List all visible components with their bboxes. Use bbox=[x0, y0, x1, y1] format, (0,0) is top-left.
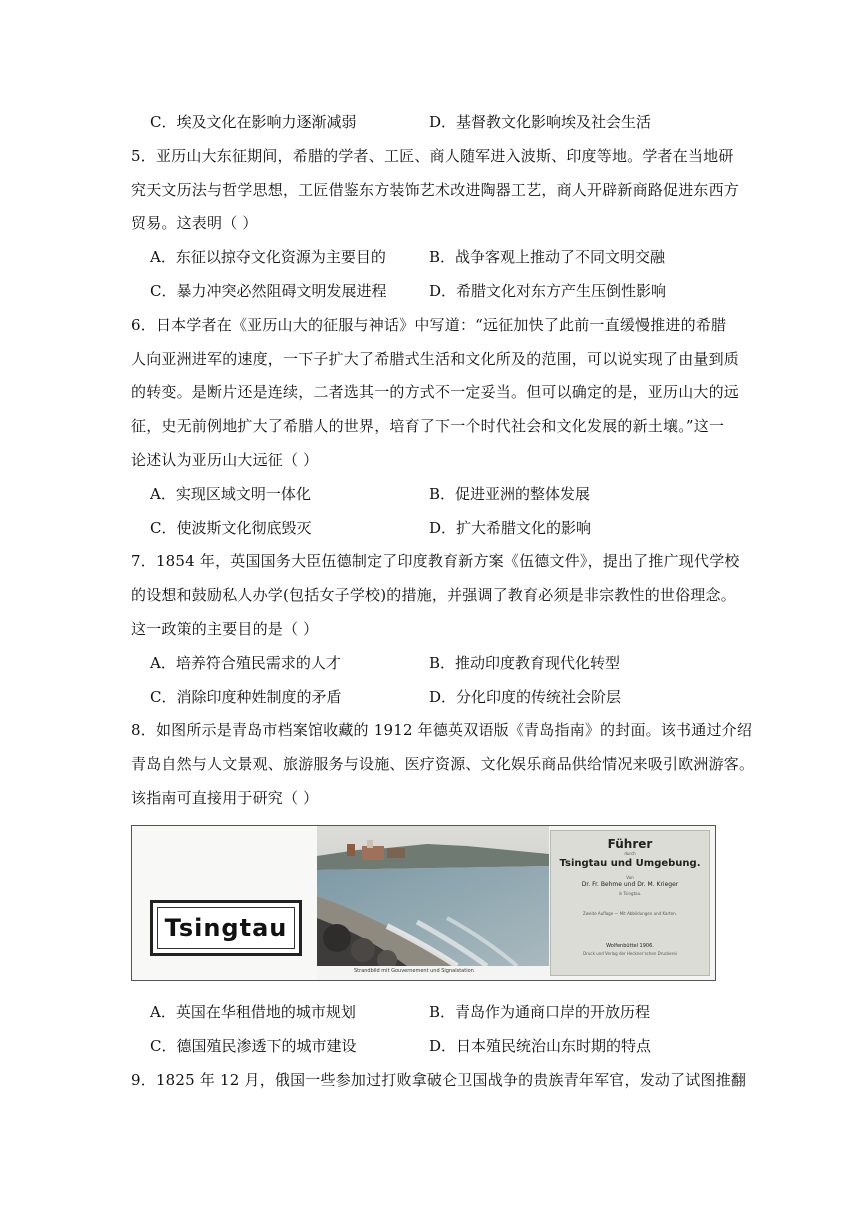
cover-title2: Tsingtau und Umgebung. bbox=[559, 858, 701, 869]
cover-sub1: durch bbox=[624, 851, 636, 856]
photo-caption: Strandbild mit Gouvernement und Signalstation bbox=[354, 968, 474, 974]
station-sign-panel bbox=[132, 826, 317, 980]
q6-option-d: D．扩大希腊文化的影响 bbox=[429, 519, 592, 537]
guidebook-cover bbox=[550, 830, 710, 976]
q8-option-d: D．日本殖民统治山东时期的特点 bbox=[429, 1037, 652, 1055]
cover-note: Zweite Auflage — Mit Abbildungen und Karten. bbox=[583, 911, 677, 916]
q7-option-d: D．分化印度的传统社会阶层 bbox=[429, 688, 622, 706]
q6-stem-line-1: 6．日本学者在《亚历山大的征服与神话》中写道：“远征加快了此前一直缓慢推进的希腊 bbox=[131, 316, 727, 334]
q6-stem-line-5: 论述认为亚历山大远征（ ） bbox=[131, 451, 319, 469]
q5-stem-line-3: 贸易。这表明（ ） bbox=[131, 214, 258, 232]
q9-stem-line-1: 9．1825 年 12 月，俄国一些参加过打败拿破仑卫国战争的贵族青年军官，发动了试图推翻 bbox=[131, 1071, 747, 1089]
tsingtau-guide-figure bbox=[131, 825, 716, 981]
q6-stem-line-4: 征，史无前例地扩大了希腊人的世界，培育了下一个时代社会和文化发展的新土壤。”这一 bbox=[131, 417, 725, 435]
tsingtau-sign bbox=[150, 900, 302, 956]
q8-stem-line-1: 8．如图所示是青岛市档案馆收藏的 1912 年德英双语版《青岛指南》的封面。该书通过介绍 bbox=[131, 721, 753, 739]
cover-sub2: Von bbox=[626, 875, 634, 880]
q8-option-b: B．青岛作为通商口岸的开放历程 bbox=[429, 1003, 651, 1021]
q4-option-c: C．埃及文化在影响力逐渐减弱 bbox=[150, 113, 357, 131]
q7-stem-line-2: 的设想和鼓励私人办学(包括女子学校)的措施，并强调了教育必须是非宗教性的世俗理念。 bbox=[131, 586, 736, 604]
q8-stem-line-2: 青岛自然与人文景观、旅游服务与设施、医疗资源、文化娱乐商品供给情况来吸引欧洲游客。 bbox=[131, 755, 755, 773]
q7-option-b: B．推动印度教育现代化转型 bbox=[429, 654, 621, 672]
q8-option-a: A．英国在华租借地的城市规划 bbox=[150, 1003, 356, 1021]
q7-option-a: A．培养符合殖民需求的人才 bbox=[150, 654, 341, 672]
q4-option-d: D．基督教文化影响埃及社会生活 bbox=[429, 113, 652, 131]
q5-option-b: B．战争客观上推动了不同文明交融 bbox=[429, 248, 666, 266]
cover-title: Führer bbox=[607, 837, 653, 851]
q7-option-c: C．消除印度种姓制度的矛盾 bbox=[150, 688, 342, 706]
q6-stem-line-2: 人向亚洲进军的速度，一下子扩大了希腊式生活和文化所及的范围，可以说实现了由量到质 bbox=[131, 350, 740, 368]
beach-photo bbox=[317, 826, 549, 966]
q5-option-d: D．希腊文化对东方产生压倒性影响 bbox=[429, 282, 667, 300]
q6-option-b: B．促进亚洲的整体发展 bbox=[429, 485, 591, 503]
sign-text: Tsingtau bbox=[157, 907, 295, 949]
q5-option-c: C．暴力冲突必然阻碍文明发展进程 bbox=[150, 282, 387, 300]
q7-stem-line-3: 这一政策的主要目的是（ ） bbox=[131, 620, 319, 638]
q8-stem-line-3: 该指南可直接用于研究（ ） bbox=[131, 789, 319, 807]
q5-stem-line-2: 究天文历法与哲学思想，工匠借鉴东方装饰艺术改进陶器工艺，商人开辟新商路促进东西方 bbox=[131, 181, 740, 199]
q7-stem-line-1: 7．1854 年，英国国务大臣伍德制定了印度教育新方案《伍德文件》，提出了推广现代学校 bbox=[131, 552, 740, 570]
q5-option-a: A．东征以掠夺文化资源为主要目的 bbox=[150, 248, 386, 266]
q8-option-c: C．德国殖民渗透下的城市建设 bbox=[150, 1037, 357, 1055]
cover-publisher: Wolfenbüttel 1906. bbox=[606, 943, 654, 949]
q5-stem-line-1: 5．亚历山大东征期间，希腊的学者、工匠、商人随军进入波斯、印度等地。学者在当地研 bbox=[131, 147, 734, 165]
cover-place: in Tsingtau. bbox=[618, 891, 642, 896]
cover-publisher2: Druck und Verlag der Heckner'schen Druckerei bbox=[583, 951, 677, 956]
q6-option-a: A．实现区域文明一体化 bbox=[150, 485, 311, 503]
q6-option-c: C．使波斯文化彻底毁灭 bbox=[150, 519, 312, 537]
q6-stem-line-3: 的转变。是断片还是连续，二者选其一的方式不一定妥当。但可以确定的是，亚历山大的远 bbox=[131, 383, 740, 401]
cover-authors: Dr. Fr. Behme und Dr. M. Krieger bbox=[581, 881, 679, 888]
